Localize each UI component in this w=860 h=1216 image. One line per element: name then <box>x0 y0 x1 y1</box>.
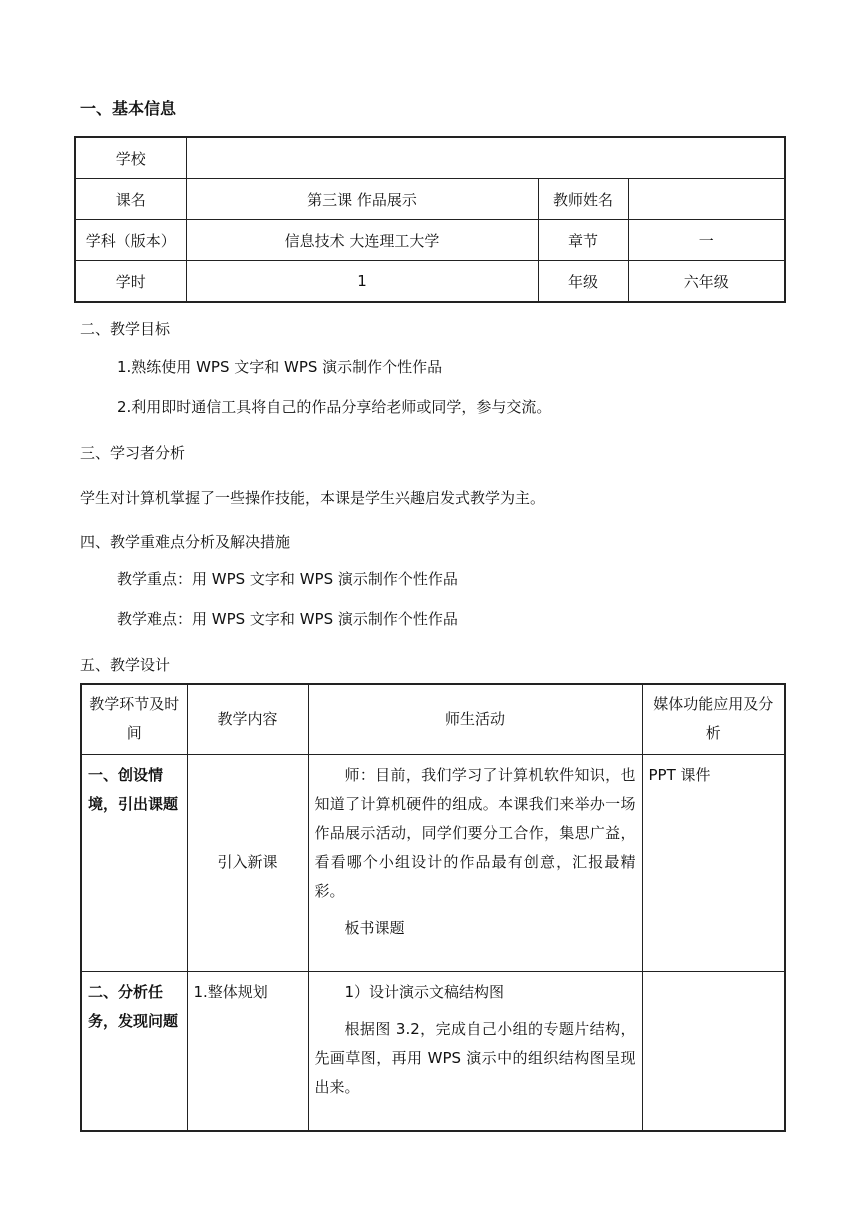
section-title-key-points: 四、教学重难点分析及解决措施 <box>80 533 291 551</box>
section-title-objectives: 二、教学目标 <box>80 320 171 338</box>
course-label: 课名 <box>75 179 186 220</box>
table-row <box>81 971 785 1131</box>
table-row <box>75 220 785 261</box>
section-title-learner-analysis: 三、学习者分析 <box>80 444 186 462</box>
grade-value: 六年级 <box>628 261 785 303</box>
content-cell: 引入新课 <box>187 754 308 971</box>
table-row <box>75 137 785 179</box>
subject-label: 学科（版本） <box>75 220 186 261</box>
chapter-value: 一 <box>628 220 785 261</box>
section-title-teaching-design: 五、教学设计 <box>80 656 171 674</box>
content-cell: 1.整体规划 <box>187 971 308 1131</box>
header-activity: 师生活动 <box>308 684 642 754</box>
header-media: 媒体功能应用及分析 <box>642 684 785 754</box>
course-value: 第三课 作品展示 <box>186 179 538 220</box>
stage-cell: 一、创设情境，引出课题 <box>81 754 187 971</box>
basic-info-table <box>74 136 786 303</box>
difficulty-text: 教学难点：用 WPS 文字和 WPS 演示制作个性作品 <box>117 610 458 628</box>
teacher-value <box>628 179 785 220</box>
subject-value: 信息技术 大连理工大学 <box>186 220 538 261</box>
key-point-text: 教学重点：用 WPS 文字和 WPS 演示制作个性作品 <box>117 570 458 588</box>
header-stage: 教学环节及时间 <box>81 684 187 754</box>
table-header-row <box>81 684 785 754</box>
hours-label: 学时 <box>75 261 186 303</box>
chapter-label: 章节 <box>538 220 628 261</box>
media-cell: PPT 课件 <box>642 754 785 971</box>
objective-item: 1.熟练使用 WPS 文字和 WPS 演示制作个性作品 <box>117 358 443 376</box>
activity-cell <box>308 971 642 1131</box>
teaching-design-table <box>80 683 786 1132</box>
section-title-basic-info: 一、基本信息 <box>80 99 177 118</box>
activity-paragraph: 师：目前，我们学习了计算机软件知识，也知道了计算机硬件的组成。本课我们来举办一场作品展示活动，同学们要分工合作，集思广益，看看哪个小组设计的作品最有创意，汇报最精彩。 <box>314 765 636 900</box>
header-content: 教学内容 <box>187 684 308 754</box>
teacher-label: 教师姓名 <box>538 179 628 220</box>
school-label: 学校 <box>75 137 186 179</box>
hours-value: 1 <box>186 261 538 303</box>
table-row <box>75 261 785 303</box>
table-row <box>81 754 785 971</box>
table-row <box>75 179 785 220</box>
learner-analysis-text: 学生对计算机掌握了一些操作技能，本课是学生兴趣启发式教学为主。 <box>80 489 546 507</box>
media-cell <box>642 971 785 1131</box>
objective-item: 2.利用即时通信工具将自己的作品分享给老师或同学，参与交流。 <box>117 398 552 416</box>
activity-paragraph: 1）设计演示文稿结构图 <box>344 982 505 1001</box>
activity-cell <box>308 754 642 971</box>
grade-label: 年级 <box>538 261 628 303</box>
stage-cell: 二、分析任务，发现问题 <box>81 971 187 1131</box>
activity-paragraph: 根据图 3.2，完成自己小组的专题片结构，先画草图，再用 WPS 演示中的组织结构图呈现出来。 <box>314 1019 636 1096</box>
activity-paragraph: 板书课题 <box>344 918 405 937</box>
school-value <box>186 137 785 179</box>
